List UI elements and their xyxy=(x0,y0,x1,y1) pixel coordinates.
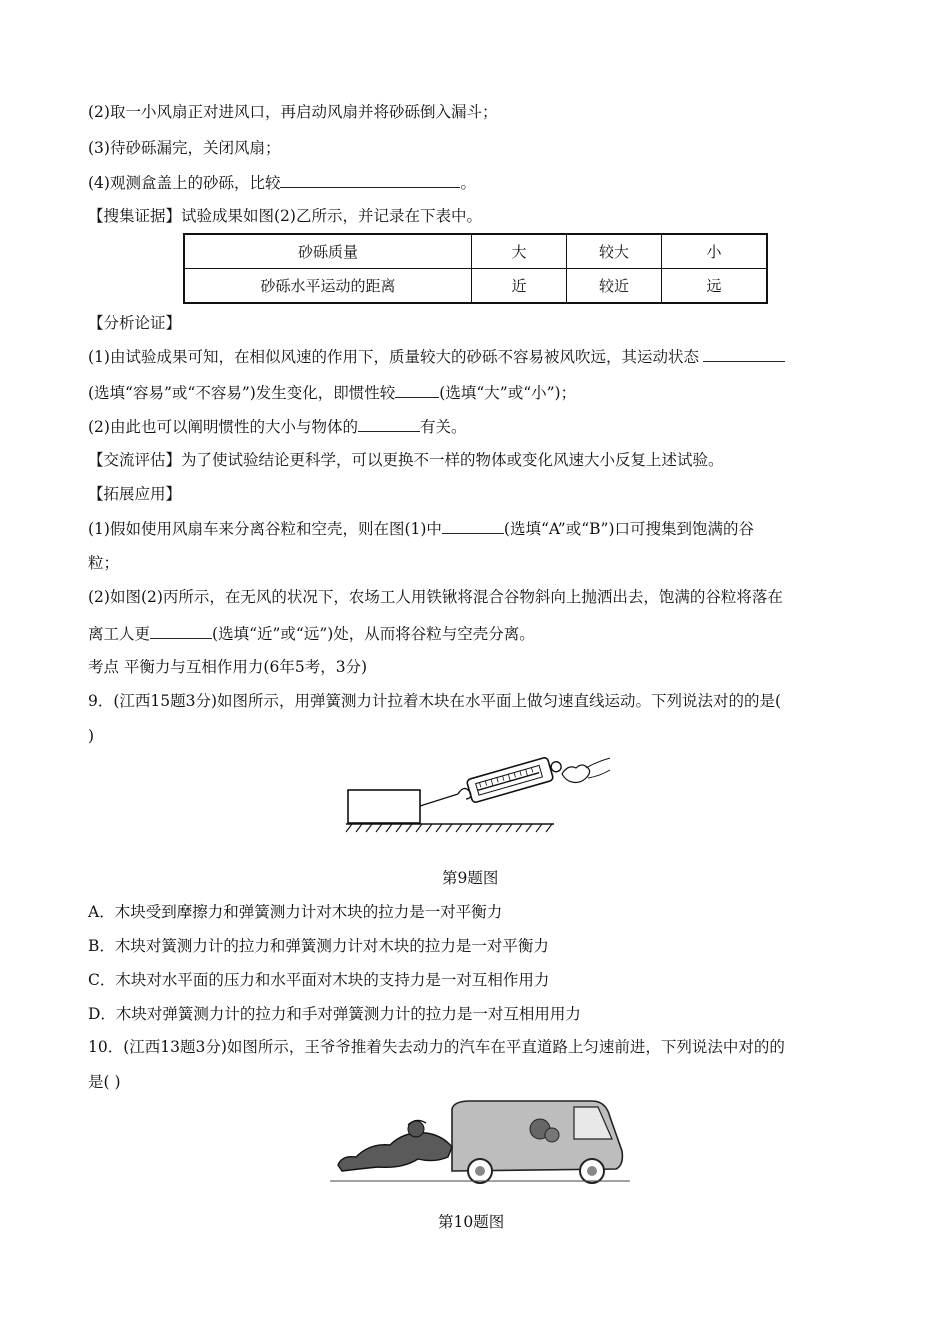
extension-2-cont-end: (选填“近”或“远”)处，从而将谷粒与空壳分离。 xyxy=(212,625,535,643)
analysis-1-cont xyxy=(88,382,576,403)
table-row xyxy=(184,269,767,304)
answer-blank xyxy=(703,346,785,362)
answer-blank xyxy=(150,623,212,639)
step-3: (3)待砂砾漏完，关闭风扇； xyxy=(88,139,281,157)
figure-9-caption: 第9题图 xyxy=(442,869,499,887)
answer-blank xyxy=(358,416,420,432)
evaluation-line: 【交流评估】为了使试验结论更科学，可以更换不一样的物体或变化风速大小反复上述试验。 xyxy=(88,451,724,469)
step-2: (2)取一小风扇正对进风口，再启动风扇并将砂砾倒入漏斗； xyxy=(88,103,498,121)
table-cell: 砂砾水平运动的距离 xyxy=(184,269,472,304)
analysis-heading: 【分析论证】 xyxy=(88,314,182,332)
table-cell: 远 xyxy=(662,269,768,304)
analysis-1-text: (1)由试验成果可知，在相似风速的作用下，质量较大的砂砾不容易被风吹远，其运动状态 xyxy=(88,348,699,366)
extension-heading: 【拓展应用】 xyxy=(88,485,182,503)
question-10-paren: 是( ) xyxy=(88,1073,121,1091)
question-9: 9．(江西15题3分)如图所示，用弹簧测力计拉着木块在水平面上做匀速直线运动。下列说法对的的是( xyxy=(88,692,782,710)
analysis-2 xyxy=(88,416,466,437)
table-cell: 较近 xyxy=(567,269,662,304)
figure-10-illustration xyxy=(330,1095,630,1190)
topic-heading: 考点 平衡力与互相作用力(6年5考，3分) xyxy=(88,658,368,676)
figure-10-caption: 第10题图 xyxy=(438,1213,505,1231)
step-4-text: (4)观测盒盖上的砂砾，比较 xyxy=(88,174,281,192)
table-cell: 近 xyxy=(472,269,567,304)
option-b: B．木块对簧测力计的拉力和弹簧测力计对木块的拉力是一对平衡力 xyxy=(88,937,549,955)
figure-9-illustration xyxy=(340,752,620,838)
table-row xyxy=(184,234,767,269)
step-4 xyxy=(88,172,476,193)
analysis-2-end: 有关。 xyxy=(419,418,467,436)
analysis-2-text: (2)由此也可以阐明惯性的大小与物体的 xyxy=(88,418,358,436)
table-cell: 大 xyxy=(472,234,567,269)
table-cell: 较大 xyxy=(567,234,662,269)
table-cell: 砂砾质量 xyxy=(184,234,472,269)
extension-1-end: (选填“A”或“B”)口可搜集到饱满的谷 xyxy=(503,520,755,538)
step-4-end: 。 xyxy=(460,174,476,192)
question-9-paren: ) xyxy=(88,727,95,745)
option-a: A．木块受到摩擦力和弹簧测力计对木块的拉力是一对平衡力 xyxy=(88,903,503,921)
analysis-1-cont-text: (选填“容易”或“不容易”)发生变化，即惯性较 xyxy=(88,384,396,402)
extension-2-cont xyxy=(88,623,535,644)
answer-blank xyxy=(395,382,439,398)
extension-2: (2)如图(2)丙所示，在无风的状况下，农场工人用铁锹将混合谷物斜向上抛洒出去，饱满的谷粒将落在 xyxy=(88,588,783,606)
extension-1 xyxy=(88,518,754,539)
question-10: 10．(江西13题3分)如图所示，王爷爷推着失去动力的汽车在平直道路上匀速前进，下列说法中对的的 xyxy=(88,1038,785,1056)
answer-blank xyxy=(442,518,504,534)
extension-1-text: (1)假如使用风扇车来分离谷粒和空壳，则在图(1)中 xyxy=(88,520,442,538)
analysis-1 xyxy=(88,346,785,367)
analysis-1-cont-end: (选填“大”或“小”)； xyxy=(439,384,577,402)
extension-2-cont-text: 离工人更 xyxy=(88,625,151,643)
table-cell: 小 xyxy=(662,234,768,269)
option-c: C．木块对水平面的压力和水平面对木块的支持力是一对互相作用力 xyxy=(88,971,550,989)
extension-1-cont: 粒； xyxy=(88,554,120,572)
results-table xyxy=(183,233,768,304)
option-d: D．木块对弹簧测力计的拉力和手对弹簧测力计的拉力是一对互相用用力 xyxy=(88,1005,581,1023)
answer-blank xyxy=(280,172,460,188)
evidence-heading: 【搜集证据】试验成果如图(2)乙所示，并记录在下表中。 xyxy=(88,207,482,225)
